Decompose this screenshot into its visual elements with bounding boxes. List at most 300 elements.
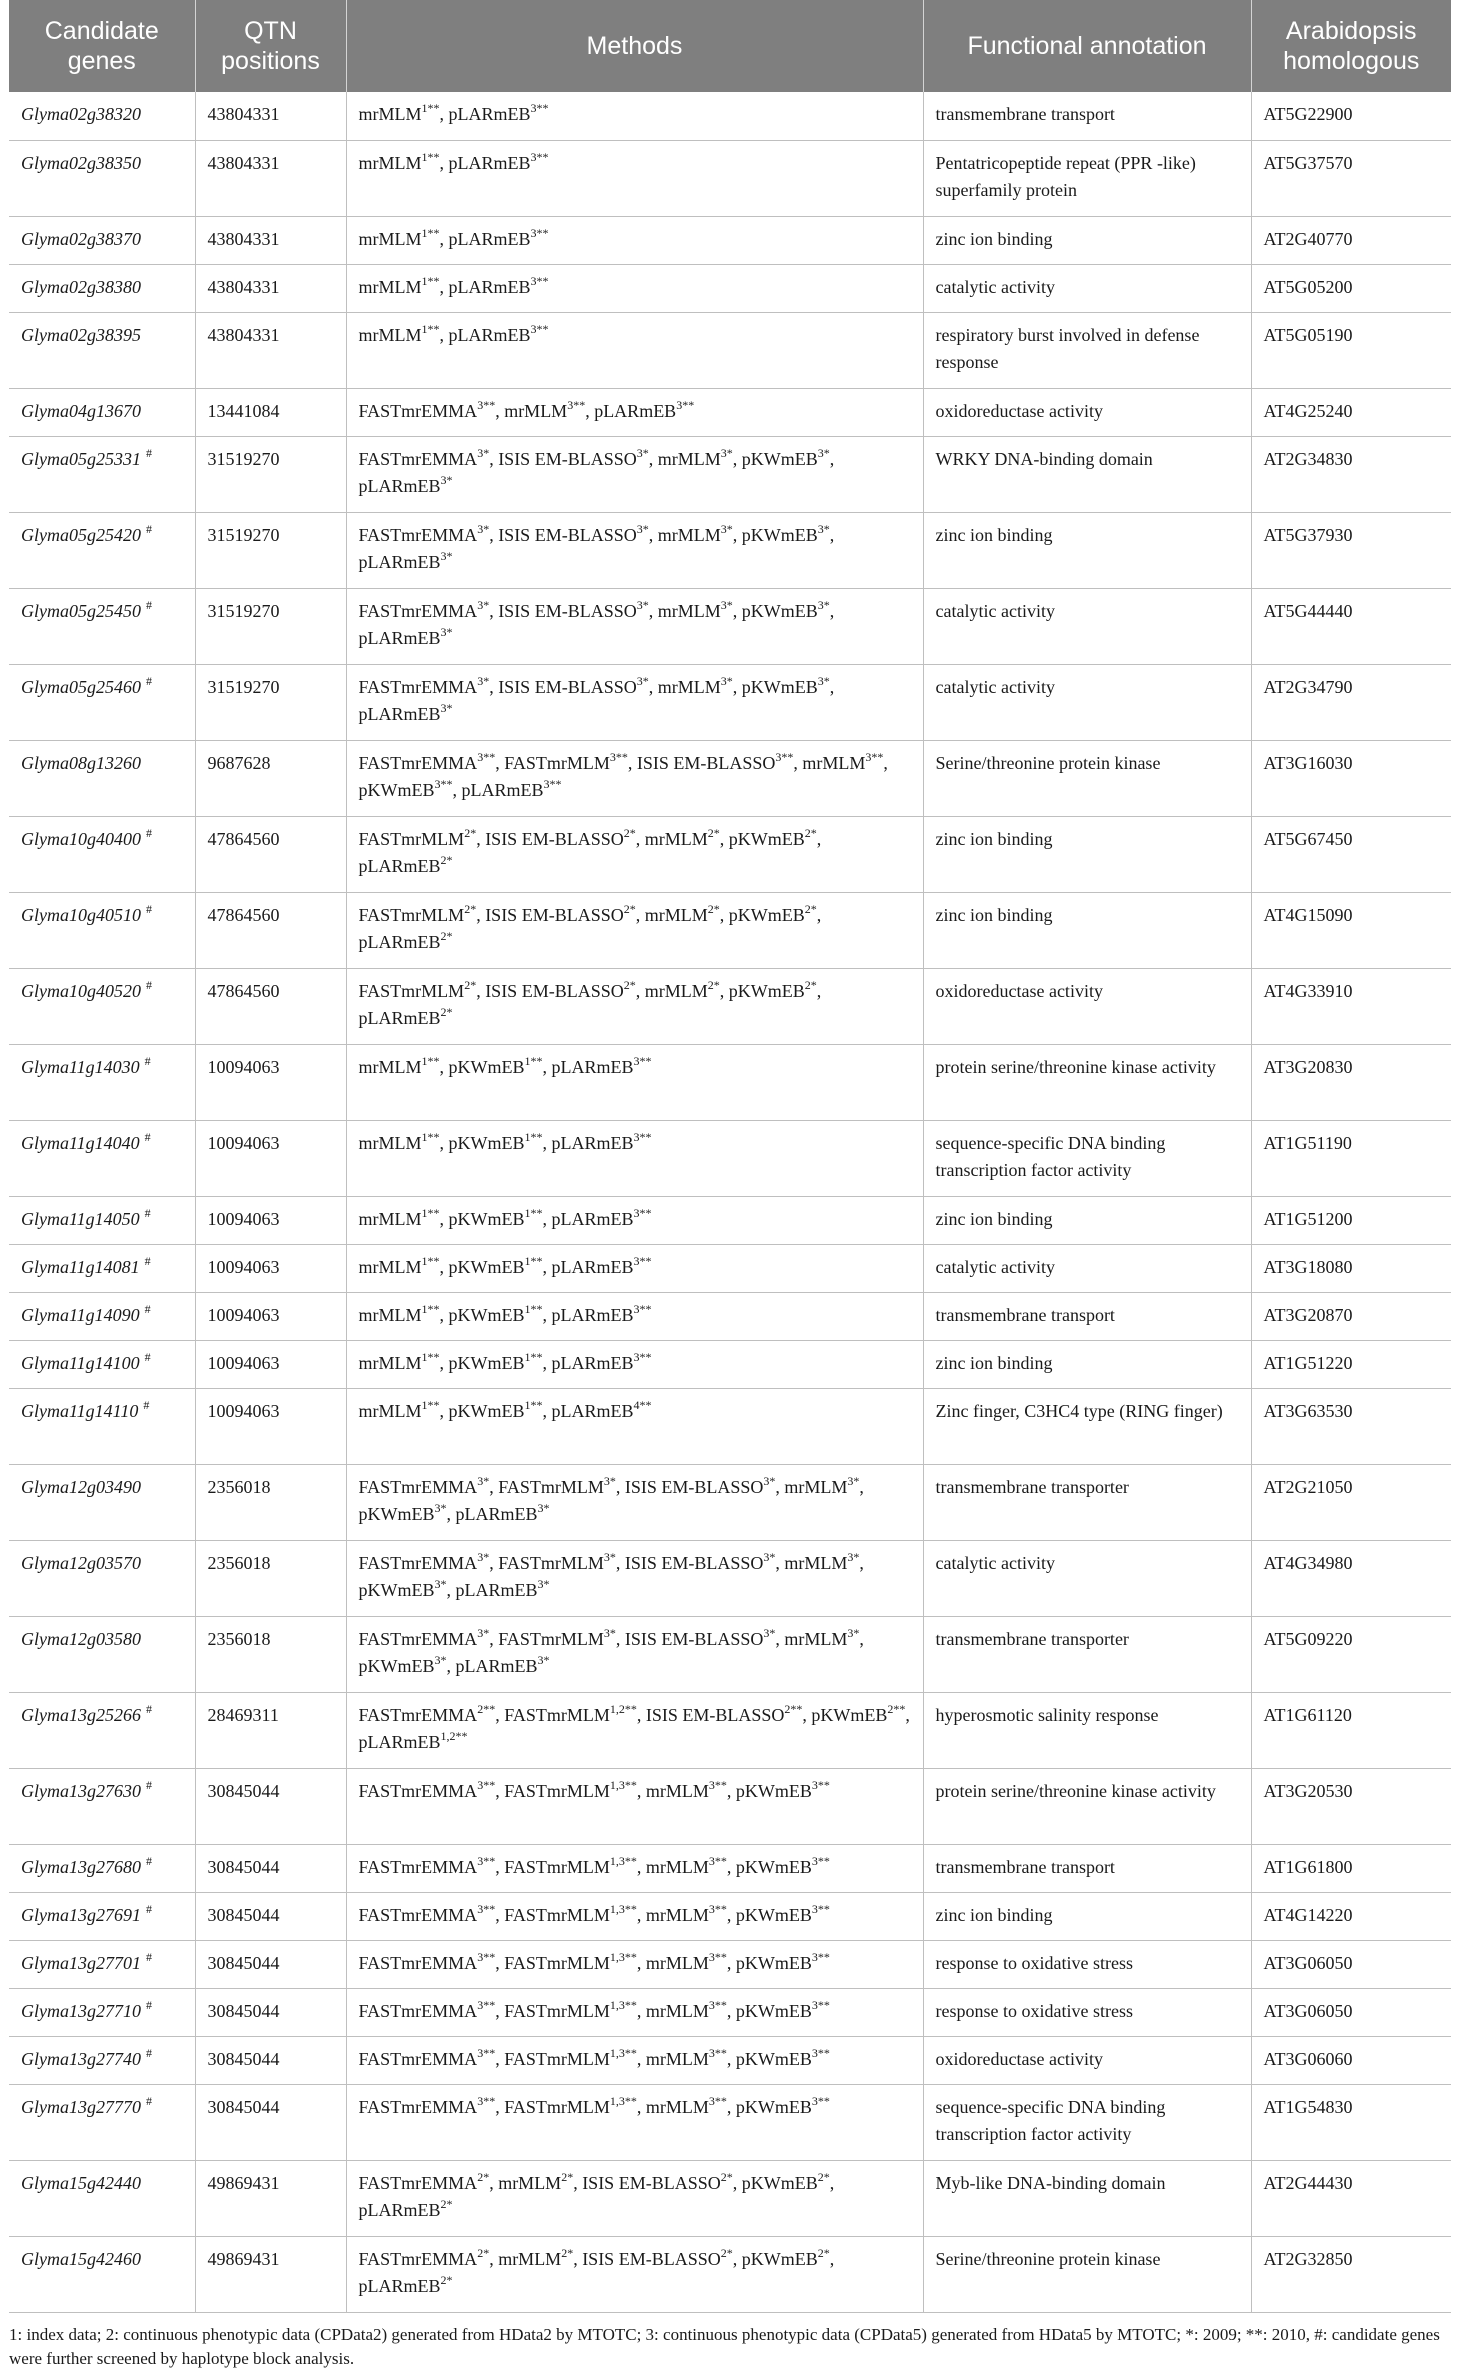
method-name: FASTmrEMMA (358, 1476, 478, 1497)
method-name: pLARmEB (551, 1056, 634, 1077)
cell-qtn-position: 30845044 (195, 1844, 346, 1892)
method-name: FASTmrMLM (358, 980, 465, 1001)
method-name: pLARmEB (594, 400, 677, 421)
method-superscript: 3** (708, 1777, 727, 1792)
haplotype-mark: # (146, 521, 152, 536)
method-superscript: 3* (477, 673, 490, 688)
cell-methods: mrMLM$^{1**}$, pLARmEB$^{3**}$ (346, 264, 923, 312)
method-name: ISIS EM-BLASSO (624, 1476, 764, 1497)
cell-candidate-gene (9, 2084, 195, 2160)
method-name: pLARmEB (455, 1579, 538, 1600)
table-row (9, 1196, 1451, 1244)
method-superscript: 3** (633, 1205, 652, 1220)
method-superscript: 3* (636, 597, 649, 612)
method-name: FASTmrMLM (358, 828, 465, 849)
cell-qtn-position: 47864560 (195, 816, 346, 892)
method-name: mrMLM (645, 1952, 709, 1973)
method-superscript: 3* (636, 445, 649, 460)
cell-functional-annotation: protein serine/threonine kinase activity (923, 1768, 1251, 1844)
method-superscript: 1** (421, 1053, 440, 1068)
method-name: pKWmEB (728, 980, 805, 1001)
method-superscript: 1,3** (609, 2045, 637, 2060)
cell-methods: FASTmrEMMA$^{3*}$, FASTmrMLM$^{3*}$, ISIS $EM-BLASSO^{3*}$, mrMLM$^{3*}$, pKWmEB$^{3*}$, pLARmEB$^{3*}$ (346, 1464, 923, 1540)
method-name: pLARmEB (455, 1655, 538, 1676)
method-superscript: 3** (676, 397, 695, 412)
method-superscript: 3* (477, 521, 490, 536)
method-name: FASTmrEMMA (358, 2096, 478, 2117)
haplotype-mark: # (144, 1253, 151, 1268)
method-superscript: 3** (477, 749, 496, 764)
method-superscript: 2* (464, 825, 477, 840)
method-name: pLARmEB (461, 779, 544, 800)
cell-arabidopsis-homolog: AT5G44440 (1251, 588, 1451, 664)
method-name: pLARmEB (448, 228, 531, 249)
method-name: pLARmEB (358, 931, 441, 952)
haplotype-mark: # (146, 597, 152, 612)
method-superscript: 3* (847, 1625, 860, 1640)
cell-candidate-gene (9, 1692, 195, 1768)
method-name: pKWmEB (358, 1579, 435, 1600)
method-superscript: 2* (817, 2169, 830, 2184)
method-superscript: 2** (887, 1701, 906, 1716)
method-superscript: 3** (477, 1777, 496, 1792)
cell-candidate-gene (9, 1340, 195, 1388)
method-name: FASTmrMLM (504, 2000, 610, 2021)
method-superscript: 3** (477, 1949, 496, 1964)
method-superscript: 3* (817, 597, 830, 612)
table-row (9, 216, 1451, 264)
method-superscript: 4** (633, 1397, 652, 1412)
cell-candidate-gene (9, 1044, 195, 1120)
cell-candidate-gene (9, 740, 195, 816)
method-superscript: 2* (707, 977, 720, 992)
cell-arabidopsis-homolog: AT2G21050 (1251, 1464, 1451, 1540)
cell-arabidopsis-homolog: AT3G20530 (1251, 1768, 1451, 1844)
method-name: ISIS EM-BLASSO (485, 904, 624, 925)
cell-methods: mrMLM$^{1**}$, pKWmEB$^{1**}$, pLARmEB$^{3**}$ (346, 1196, 923, 1244)
cell-arabidopsis-homolog: AT3G20870 (1251, 1292, 1451, 1340)
table-row (9, 2036, 1451, 2084)
cell-methods: FASTmrEMMA$^{3**}$, FASTmrMLM$^{1,3**}$, mrMLM$^{3**}$, pKWmEB$^{3**}$ (346, 2084, 923, 2160)
method-superscript: 1** (524, 1129, 543, 1144)
cell-arabidopsis-homolog: AT5G67450 (1251, 816, 1451, 892)
cell-candidate-gene (9, 1120, 195, 1196)
haplotype-mark: # (146, 2045, 152, 2060)
table-row (9, 2160, 1451, 2236)
method-name: pKWmEB (448, 1208, 525, 1229)
method-name: pKWmEB (741, 600, 818, 621)
cell-qtn-position: 10094063 (195, 1292, 346, 1340)
method-name: pKWmEB (358, 1503, 435, 1524)
cell-candidate-gene (9, 2160, 195, 2236)
gene-id: Glyma13g27691 (21, 1904, 141, 1925)
method-superscript: 1** (524, 1253, 543, 1268)
method-name: pKWmEB (741, 2172, 818, 2193)
table-row (9, 92, 1451, 140)
cell-candidate-gene (9, 436, 195, 512)
method-superscript: 3** (530, 225, 549, 240)
method-superscript: 3* (434, 1652, 447, 1667)
header-methods: Methods (346, 0, 923, 92)
method-name: ISIS EM-BLASSO (582, 2172, 721, 2193)
method-name: mrMLM (358, 228, 422, 249)
cell-qtn-position: 47864560 (195, 892, 346, 968)
method-superscript: 3* (440, 548, 453, 563)
method-name: ISIS EM-BLASSO (636, 752, 776, 773)
method-superscript: 1,3** (609, 2093, 637, 2108)
method-name: pKWmEB (735, 1952, 812, 1973)
cell-methods: FASTmrMLM$^{2*}$, ISIS $EM-BLASSO^{2*}$, mrMLM$^{2*}$, pKWmEB$^{2*}$, pLARmEB$^{2*}$ (346, 892, 923, 968)
cell-qtn-position: 28469311 (195, 1692, 346, 1768)
header-qtn-positions: QTN positions (195, 0, 346, 92)
cell-candidate-gene (9, 216, 195, 264)
method-name: mrMLM (358, 1208, 422, 1229)
method-superscript: 2* (707, 825, 720, 840)
method-name: pLARmEB (358, 855, 441, 876)
cell-arabidopsis-homolog: AT3G06050 (1251, 1988, 1451, 2036)
method-superscript: 3* (440, 624, 453, 639)
method-name: ISIS EM-BLASSO (645, 1704, 785, 1725)
method-name: mrMLM (645, 1780, 709, 1801)
gene-id: Glyma02g38380 (21, 276, 141, 297)
method-superscript: 1** (421, 1397, 440, 1412)
method-name: ISIS EM-BLASSO (485, 980, 624, 1001)
method-name: pLARmEB (358, 703, 441, 724)
cell-candidate-gene (9, 968, 195, 1044)
table-row (9, 388, 1451, 436)
method-name: pKWmEB (358, 1655, 435, 1676)
cell-candidate-gene (9, 664, 195, 740)
method-name: FASTmrEMMA (358, 752, 478, 773)
cell-methods: mrMLM$^{1**}$, pLARmEB$^{3**}$ (346, 140, 923, 216)
cell-qtn-position: 31519270 (195, 436, 346, 512)
cell-qtn-position: 43804331 (195, 216, 346, 264)
cell-methods: mrMLM$^{1**}$, pLARmEB$^{3**}$ (346, 92, 923, 140)
method-name: mrMLM (784, 1476, 848, 1497)
cell-qtn-position: 30845044 (195, 2036, 346, 2084)
cell-arabidopsis-homolog: AT3G20830 (1251, 1044, 1451, 1120)
haplotype-mark: # (146, 825, 152, 840)
cell-candidate-gene (9, 512, 195, 588)
cell-methods: FASTmrEMMA$^{3*}$, FASTmrMLM$^{3*}$, ISIS $EM-BLASSO^{3*}$, mrMLM$^{3*}$, pKWmEB$^{3*}$, pLARmEB$^{3*}$ (346, 1616, 923, 1692)
method-name: pKWmEB (735, 2096, 812, 2117)
method-superscript: 2* (804, 901, 817, 916)
cell-qtn-position: 30845044 (195, 1768, 346, 1844)
haplotype-mark: # (146, 445, 152, 460)
cell-candidate-gene (9, 312, 195, 388)
method-name: FASTmrMLM (498, 1552, 604, 1573)
cell-qtn-position: 2356018 (195, 1464, 346, 1540)
cell-arabidopsis-homolog: AT2G34790 (1251, 664, 1451, 740)
table-row (9, 140, 1451, 216)
method-name: mrMLM (645, 2096, 709, 2117)
method-name: FASTmrMLM (504, 2096, 610, 2117)
table-body (9, 92, 1451, 2312)
cell-candidate-gene (9, 2036, 195, 2084)
gene-id: Glyma11g14090 (21, 1304, 140, 1325)
cell-methods: FASTmrEMMA$^{3*}$, ISIS $EM-BLASSO^{3*}$, mrMLM$^{3*}$, pKWmEB$^{3*}$, pLARmEB$^{3*}$ (346, 588, 923, 664)
method-name: ISIS EM-BLASSO (498, 524, 637, 545)
method-name: pKWmEB (735, 1904, 812, 1925)
cell-functional-annotation: sequence-specific DNA binding transcription factor activity (923, 1120, 1251, 1196)
cell-methods: FASTmrEMMA$^{2*}$, mrMLM$^{2*}$, ISIS $EM-BLASSO^{2*}$, pKWmEB$^{2*}$, pLARmEB$^{2*}$ (346, 2160, 923, 2236)
method-superscript: 3** (708, 1997, 727, 2012)
cell-methods: mrMLM$^{1**}$, pKWmEB$^{1**}$, pLARmEB$^{3**}$ (346, 1244, 923, 1292)
method-superscript: 2* (464, 977, 477, 992)
method-name: pKWmEB (448, 1400, 525, 1421)
method-name: pLARmEB (358, 1731, 441, 1752)
method-superscript: 1** (421, 1205, 440, 1220)
header-candidate-genes: Candidate genes (9, 0, 195, 92)
cell-qtn-position: 10094063 (195, 1044, 346, 1120)
method-superscript: 1** (421, 1253, 440, 1268)
method-superscript: 3** (477, 1997, 496, 2012)
method-superscript: 3* (763, 1549, 776, 1564)
method-superscript: 3** (811, 1997, 830, 2012)
footnote-text: 1: index data; 2: continuous phenotypic data (CPData2) generated from HData2 by MTOTC; 3: continuous phenotypic data (CPData5) generated from HData5 by MTOTC; *: 2009; **: 2010, #: candidate genes were further screened by haplotype block analysis. (9, 2325, 1440, 2368)
cell-functional-annotation: hyperosmotic salinity response (923, 1692, 1251, 1768)
method-name: pLARmEB (358, 2199, 441, 2220)
method-name: mrMLM (784, 1552, 848, 1573)
table-row (9, 816, 1451, 892)
table-footnote (9, 2323, 1451, 2371)
method-name: FASTmrEMMA (358, 676, 478, 697)
table-row (9, 1692, 1451, 1768)
method-superscript: 2* (561, 2169, 574, 2184)
method-name: pLARmEB (448, 152, 531, 173)
cell-qtn-position: 2356018 (195, 1540, 346, 1616)
method-superscript: 2* (623, 977, 636, 992)
cell-arabidopsis-homolog: AT4G33910 (1251, 968, 1451, 1044)
method-superscript: 3** (811, 1901, 830, 1916)
method-name: pLARmEB (551, 1256, 634, 1277)
table-row (9, 436, 1451, 512)
method-name: pLARmEB (358, 627, 441, 648)
method-superscript: 3* (847, 1549, 860, 1564)
haplotype-mark: # (146, 673, 152, 688)
method-name: FASTmrEMMA (358, 1704, 478, 1725)
method-superscript: 3* (636, 673, 649, 688)
cell-methods: FASTmrEMMA$^{3*}$, ISIS $EM-BLASSO^{3*}$, mrMLM$^{3*}$, pKWmEB$^{3*}$, pLARmEB$^{3*}$ (346, 512, 923, 588)
method-name: pKWmEB (735, 1780, 812, 1801)
method-name: mrMLM (358, 1304, 422, 1325)
method-superscript: 2* (440, 2272, 453, 2287)
haplotype-mark: # (146, 1901, 152, 1916)
method-superscript: 3* (537, 1500, 550, 1515)
cell-functional-annotation: zinc ion binding (923, 1196, 1251, 1244)
method-superscript: 2* (477, 2169, 490, 2184)
cell-methods: FASTmrEMMA$^{3**}$, FASTmrMLM$^{1,3**}$, mrMLM$^{3**}$, pKWmEB$^{3**}$ (346, 1892, 923, 1940)
method-superscript: 3** (530, 321, 549, 336)
cell-arabidopsis-homolog: AT1G61120 (1251, 1692, 1451, 1768)
method-name: FASTmrMLM (504, 2048, 610, 2069)
cell-qtn-position: 10094063 (195, 1340, 346, 1388)
method-superscript: 3* (537, 1576, 550, 1591)
method-superscript: 2* (440, 928, 453, 943)
method-superscript: 1** (421, 321, 440, 336)
method-superscript: 3** (477, 1853, 496, 1868)
method-superscript: 3* (763, 1473, 776, 1488)
cell-arabidopsis-homolog: AT4G15090 (1251, 892, 1451, 968)
method-name: pLARmEB (358, 1007, 441, 1028)
cell-candidate-gene (9, 1988, 195, 2036)
cell-arabidopsis-homolog: AT1G61800 (1251, 1844, 1451, 1892)
table-row (9, 892, 1451, 968)
cell-candidate-gene (9, 1292, 195, 1340)
method-superscript: 3** (708, 2093, 727, 2108)
cell-methods: FASTmrEMMA$^{3*}$, FASTmrMLM$^{3*}$, ISIS $EM-BLASSO^{3*}$, mrMLM$^{3*}$, pKWmEB$^{3*}$, pLARmEB$^{3*}$ (346, 1540, 923, 1616)
method-superscript: 3** (633, 1129, 652, 1144)
method-name: mrMLM (657, 524, 721, 545)
cell-functional-annotation: oxidoreductase activity (923, 388, 1251, 436)
method-superscript: 3** (530, 149, 549, 164)
method-name: pKWmEB (741, 676, 818, 697)
cell-candidate-gene (9, 1388, 195, 1464)
method-name: FASTmrMLM (498, 1628, 604, 1649)
method-superscript: 2* (720, 2169, 733, 2184)
method-superscript: 3** (633, 1053, 652, 1068)
gene-id: Glyma10g40520 (21, 980, 141, 1001)
gene-id: Glyma11g14081 (21, 1256, 140, 1277)
method-name: mrMLM (498, 2248, 562, 2269)
table-row (9, 664, 1451, 740)
method-superscript: 3* (817, 445, 830, 460)
method-superscript: 3** (708, 1949, 727, 1964)
method-name: FASTmrMLM (504, 752, 610, 773)
method-superscript: 1** (524, 1053, 543, 1068)
table-header (9, 0, 1451, 92)
table-row (9, 1464, 1451, 1540)
cell-functional-annotation: catalytic activity (923, 664, 1251, 740)
cell-methods: mrMLM$^{1**}$, pKWmEB$^{1**}$, pLARmEB$^{4**}$ (346, 1388, 923, 1464)
cell-qtn-position: 47864560 (195, 968, 346, 1044)
cell-arabidopsis-homolog: AT3G16030 (1251, 740, 1451, 816)
method-superscript: 1** (524, 1397, 543, 1412)
cell-functional-annotation: oxidoreductase activity (923, 2036, 1251, 2084)
method-superscript: 2* (623, 901, 636, 916)
cell-methods: FASTmrEMMA$^{3**}$, FASTmrMLM$^{1,3**}$, mrMLM$^{3**}$, pKWmEB$^{3**}$ (346, 1844, 923, 1892)
cell-functional-annotation: respiratory burst involved in defense response (923, 312, 1251, 388)
method-name: pLARmEB (551, 1352, 634, 1373)
method-superscript: 2** (784, 1701, 803, 1716)
table-row (9, 1988, 1451, 2036)
cell-methods: FASTmrEMMA$^{3*}$, ISIS $EM-BLASSO^{3*}$, mrMLM$^{3*}$, pKWmEB$^{3*}$, pLARmEB$^{3*}$ (346, 436, 923, 512)
method-name: FASTmrMLM (504, 1704, 610, 1725)
method-superscript: 3* (817, 673, 830, 688)
method-superscript: 3** (811, 1853, 830, 1868)
gene-id: Glyma11g14050 (21, 1208, 140, 1229)
method-superscript: 3** (530, 101, 549, 115)
cell-functional-annotation: Zinc finger, C3HC4 type (RING finger) (923, 1388, 1251, 1464)
table-row (9, 1340, 1451, 1388)
gene-id: Glyma10g40400 (21, 828, 141, 849)
cell-functional-annotation: oxidoreductase activity (923, 968, 1251, 1044)
cell-functional-annotation: Pentatricopeptide repeat (PPR -like) superfamily protein (923, 140, 1251, 216)
header-functional-annotation: Functional annotation (923, 0, 1251, 92)
cell-candidate-gene (9, 1540, 195, 1616)
table-row (9, 2084, 1451, 2160)
method-name: FASTmrEMMA (358, 2172, 478, 2193)
gene-id: Glyma12g03490 (21, 1476, 141, 1497)
method-superscript: 2* (477, 2245, 490, 2260)
table-row (9, 1388, 1451, 1464)
cell-candidate-gene (9, 1768, 195, 1844)
method-name: ISIS EM-BLASSO (624, 1552, 764, 1573)
cell-qtn-position: 2356018 (195, 1616, 346, 1692)
haplotype-mark: # (144, 1053, 151, 1068)
gene-id: Glyma05g25331 (21, 448, 141, 469)
method-superscript: 3* (477, 597, 490, 612)
method-superscript: 3** (811, 2045, 830, 2060)
gene-id: Glyma13g27770 (21, 2096, 141, 2117)
haplotype-mark: # (144, 1129, 151, 1144)
method-name: pKWmEB (735, 1856, 812, 1877)
haplotype-mark: # (146, 977, 152, 992)
cell-qtn-position: 43804331 (195, 92, 346, 140)
cell-candidate-gene (9, 1616, 195, 1692)
method-superscript: 1** (421, 225, 440, 240)
method-superscript: 3* (477, 1473, 490, 1488)
cell-functional-annotation: Serine/threonine protein kinase (923, 2236, 1251, 2312)
method-name: pKWmEB (448, 1352, 525, 1373)
method-name: FASTmrMLM (498, 1476, 604, 1497)
cell-methods: FASTmrEMMA$^{3**}$, FASTmrMLM$^{1,3**}$, mrMLM$^{3**}$, pKWmEB$^{3**}$ (346, 2036, 923, 2084)
method-name: mrMLM (657, 676, 721, 697)
cell-functional-annotation: transmembrane transport (923, 92, 1251, 140)
cell-methods: FASTmrEMMA$^{2*}$, mrMLM$^{2*}$, ISIS $EM-BLASSO^{2*}$, pKWmEB$^{2*}$, pLARmEB$^{2*}$ (346, 2236, 923, 2312)
cell-functional-annotation: WRKY DNA-binding domain (923, 436, 1251, 512)
cell-functional-annotation: protein serine/threonine kinase activity (923, 1044, 1251, 1120)
method-name: FASTmrEMMA (358, 1628, 478, 1649)
method-superscript: 1,3** (609, 1777, 637, 1792)
method-superscript: 2* (440, 1004, 453, 1019)
method-name: pLARmEB (551, 1132, 634, 1153)
method-name: pKWmEB (741, 448, 818, 469)
table-row (9, 968, 1451, 1044)
method-name: mrMLM (644, 828, 708, 849)
cell-arabidopsis-homolog: AT2G34830 (1251, 436, 1451, 512)
cell-candidate-gene (9, 140, 195, 216)
method-name: pLARmEB (448, 276, 531, 297)
table-row (9, 1292, 1451, 1340)
gene-id: Glyma15g42440 (21, 2172, 141, 2193)
cell-arabidopsis-homolog: AT4G14220 (1251, 1892, 1451, 1940)
gene-id: Glyma02g38320 (21, 104, 141, 124)
method-superscript: 3** (708, 1853, 727, 1868)
cell-functional-annotation: sequence-specific DNA binding transcription factor activity (923, 2084, 1251, 2160)
method-name: FASTmrMLM (504, 1952, 610, 1973)
method-name: pKWmEB (448, 1132, 525, 1153)
cell-methods: FASTmrMLM$^{2*}$, ISIS $EM-BLASSO^{2*}$, mrMLM$^{2*}$, pKWmEB$^{2*}$, pLARmEB$^{2*}$ (346, 816, 923, 892)
method-superscript: 1** (421, 149, 440, 164)
gene-id: Glyma08g13260 (21, 752, 141, 773)
method-superscript: 3* (477, 1625, 490, 1640)
cell-arabidopsis-homolog: AT2G40770 (1251, 216, 1451, 264)
cell-qtn-position: 43804331 (195, 312, 346, 388)
method-name: mrMLM (358, 1132, 422, 1153)
method-name: pKWmEB (728, 904, 805, 925)
cell-qtn-position: 49869431 (195, 2160, 346, 2236)
method-name: mrMLM (657, 600, 721, 621)
cell-arabidopsis-homolog: AT5G37570 (1251, 140, 1451, 216)
method-superscript: 1** (421, 273, 440, 288)
cell-qtn-position: 13441084 (195, 388, 346, 436)
cell-qtn-position: 43804331 (195, 140, 346, 216)
method-name: mrMLM (358, 324, 422, 345)
cell-methods: FASTmrEMMA$^{3**}$, FASTmrMLM$^{1,3**}$, mrMLM$^{3**}$, pKWmEB$^{3**}$ (346, 1768, 923, 1844)
method-superscript: 2* (804, 825, 817, 840)
method-name: mrMLM (644, 904, 708, 925)
